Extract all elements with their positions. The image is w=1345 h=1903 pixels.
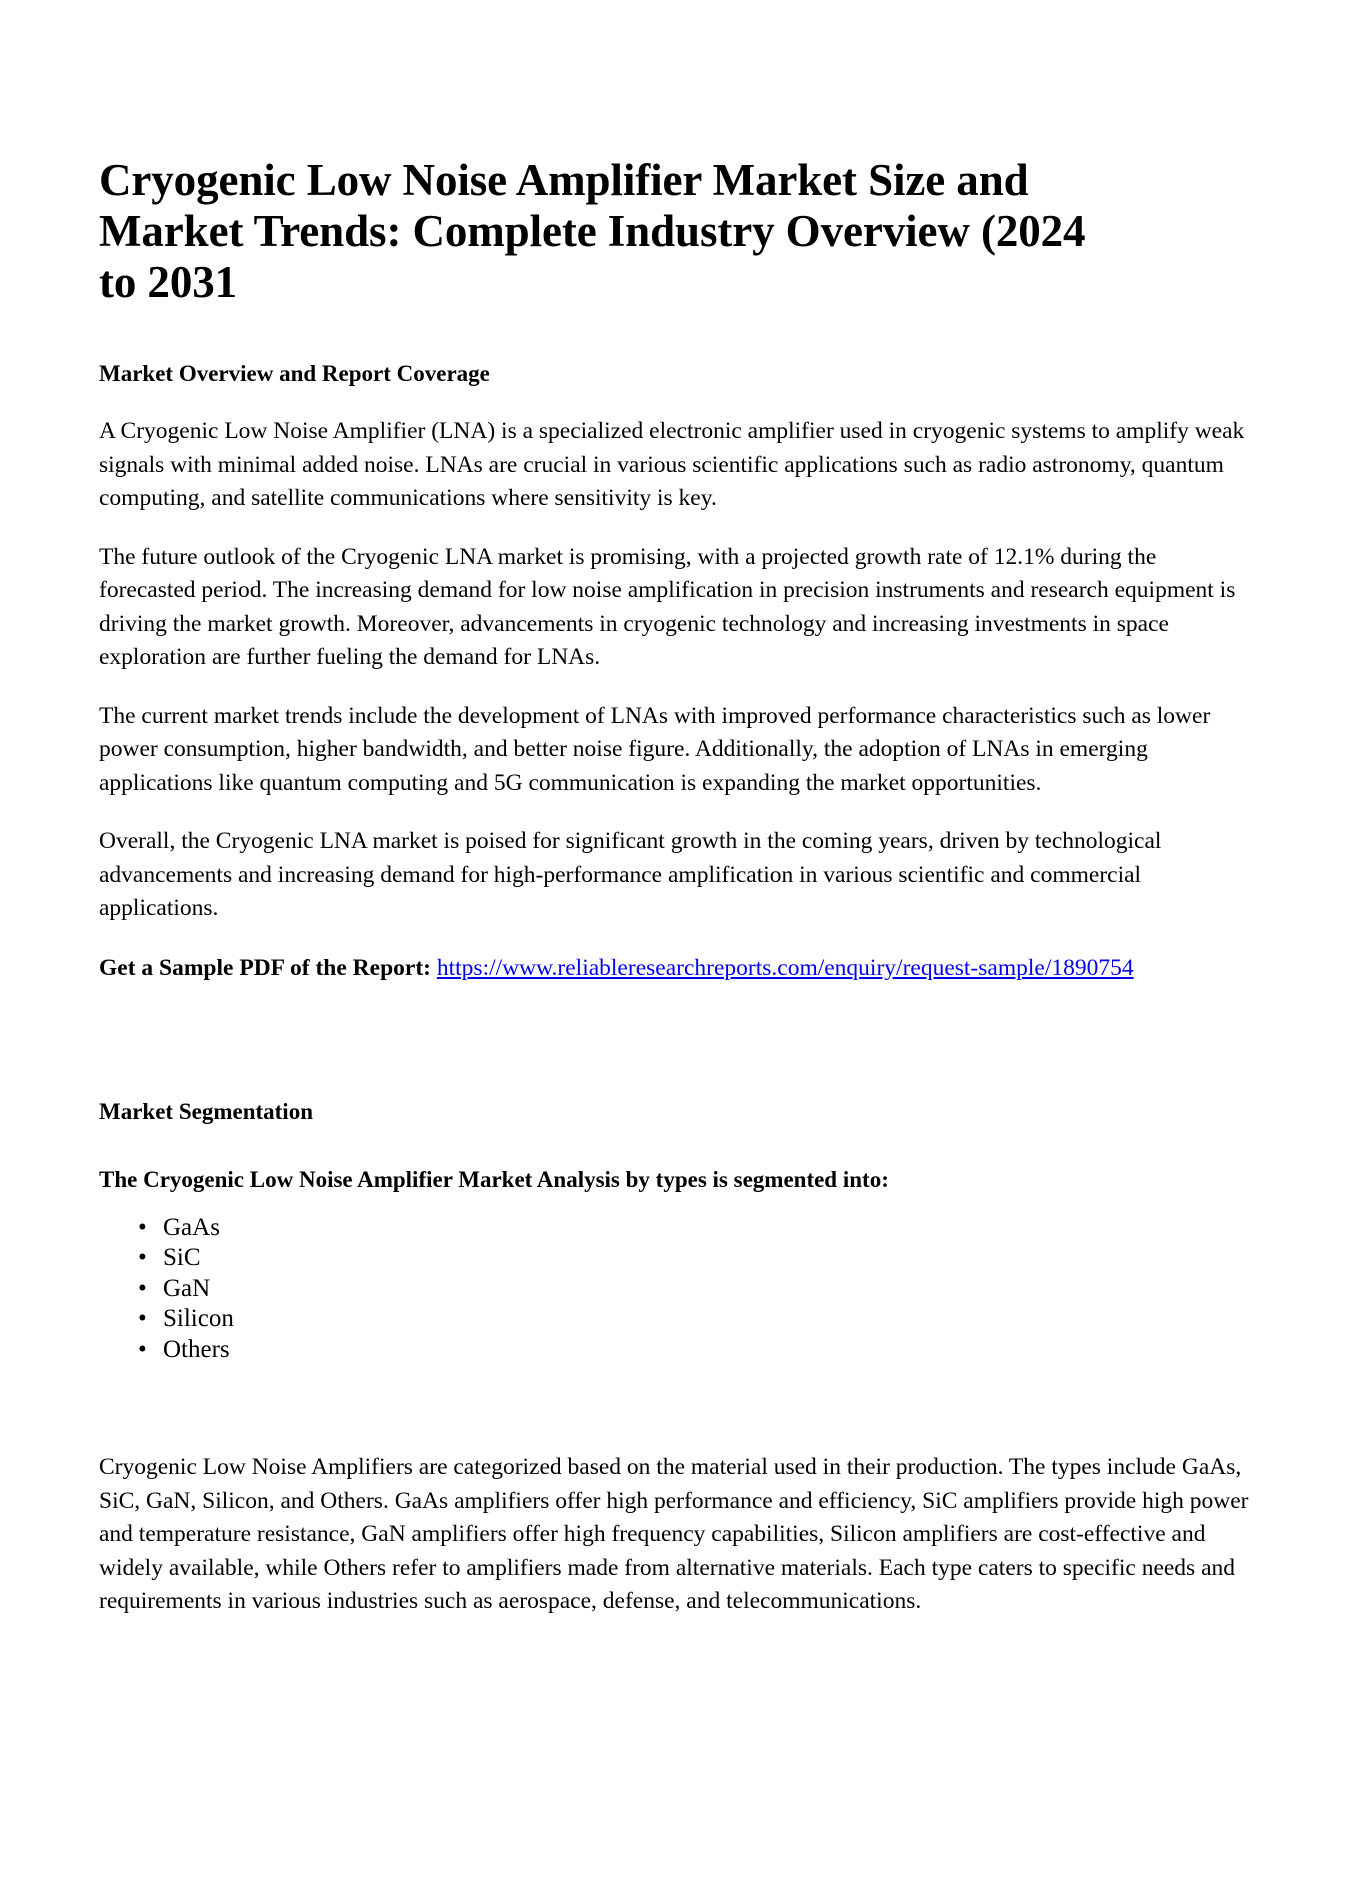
document-content: [99, 0, 1254, 1619]
paragraph-type-descriptions: Cryogenic Low Noise Amplifiers are categorized based on the material used in their production. The types include GaAs, SiC, GaN, Silicon, and Others. GaAs amplifiers offer high performance and efficiency, SiC amplifiers provide high power and temperature resistance, GaN amplifiers offer high frequency capabilities, Silicon amplifiers are cost-effective and widely available, while Others refer to amplifiers made from alternative materials. Each type caters to specific needs and requirements in various industries such as aerospace, defense, and telecommunications.: [99, 1454, 1249, 1614]
paragraph-future-outlook: The future outlook of the Cryogenic LNA market is promising, with a projected growth rate of 12.1% during the forecasted period. The increasing demand for low noise amplification in precision instruments and research equipment is driving the market growth. Moreover, advancements in cryogenic technology and increasing investments in space exploration are further fueling the demand for LNAs.: [99, 543, 1236, 670]
bullet-icon: •: [138, 1274, 147, 1302]
section-heading-types: The Cryogenic Low Noise Amplifier Market Analysis by types is segmented into:: [99, 1166, 889, 1192]
bullet-icon: •: [138, 1213, 147, 1241]
list-item: [138, 1304, 1254, 1335]
list-item: [138, 1335, 1254, 1366]
list-item-label: GaN: [163, 1274, 211, 1302]
list-item-label: SiC: [163, 1244, 201, 1271]
list-item: [138, 1243, 1254, 1274]
bullet-icon: •: [138, 1305, 147, 1332]
list-item: [138, 1213, 1254, 1244]
sample-pdf-label: Get a Sample PDF of the Report:: [99, 954, 431, 981]
bullet-icon: •: [138, 1244, 147, 1271]
list-item-label: Others: [163, 1335, 230, 1363]
sample-pdf-link[interactable]: https://www.reliableresearchreports.com/enquiry/request-sample/1890754: [436, 954, 1134, 981]
sample-pdf-line: [99, 952, 1254, 986]
list-item-label: GaAs: [163, 1213, 220, 1241]
section-heading-market-overview: Market Overview and Report Coverage: [99, 361, 490, 386]
list-item-label: Silicon: [163, 1305, 234, 1332]
paragraph-market-trends: The current market trends include the development of LNAs with improved performance characteristics such as lower power consumption, higher bandwidth, and better noise figure. Additionally, the adoption of LNAs in emerging applications like quantum computing and 5G communication is expanding the market opportunities.: [99, 702, 1211, 796]
list-spacer: [99, 1365, 1254, 1451]
paragraph-spacer: [99, 1009, 1254, 1097]
paragraph-overall-outlook: Overall, the Cryogenic LNA market is poised for significant growth in the coming years, driven by technological advancements and increasing demand for high-performance amplification in various scientific and commercial applications.: [99, 828, 1162, 921]
section-heading-market-segmentation: Market Segmentation: [99, 1098, 313, 1124]
bullet-icon: •: [138, 1335, 147, 1363]
page-title: Cryogenic Low Noise Amplifier Market Size and Market Trends: Complete Industry Overview (2024 to 2031: [99, 155, 1086, 307]
market-type-list: [99, 1213, 1254, 1366]
list-item: [138, 1274, 1254, 1305]
paragraph-lna-definition: A Cryogenic Low Noise Amplifier (LNA) is a specialized electronic amplifier used in cryogenic systems to amplify weak signals with minimal added noise. LNAs are crucial in various scientific applications such as radio astronomy, quantum computing, and satellite communications where sensitivity is key.: [99, 418, 1245, 511]
